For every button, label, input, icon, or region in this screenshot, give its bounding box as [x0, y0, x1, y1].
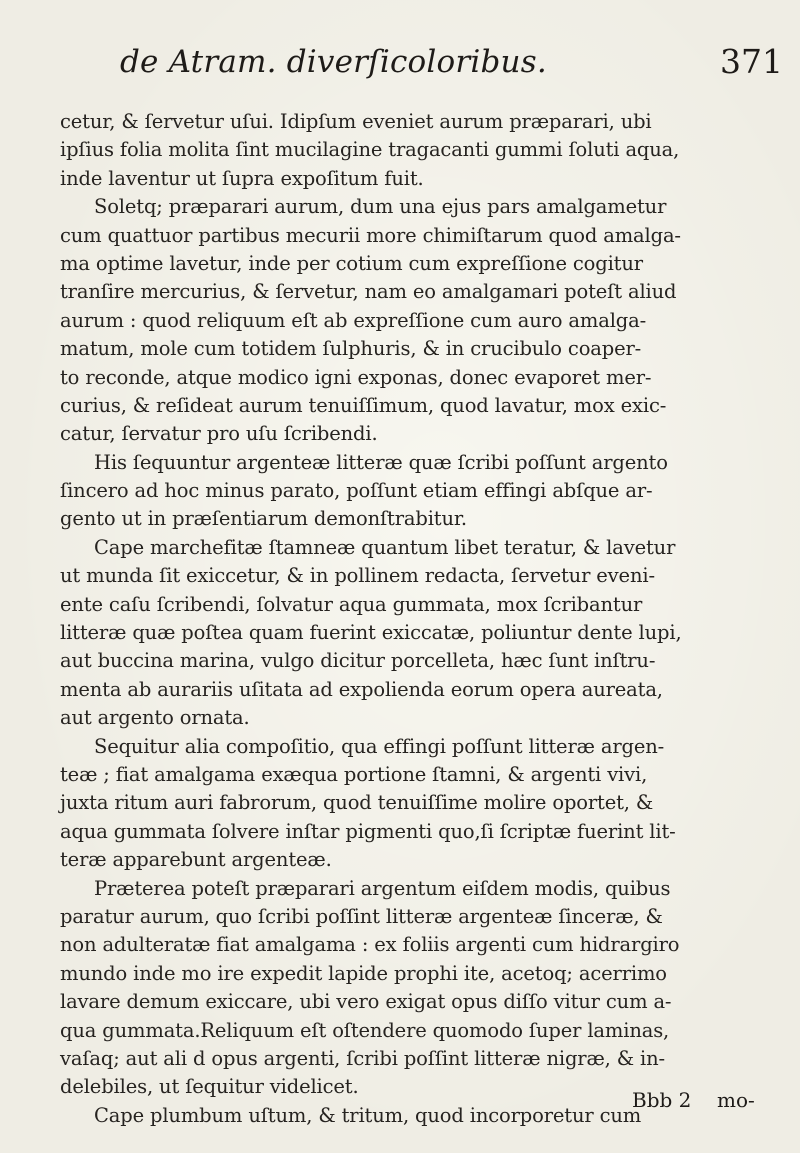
paragraph-start-line: Soletq; præparari aurum, dum una ejus pars amalgametur [94, 195, 667, 219]
text-line: ipſius folia molita ſint mucilagine tragacanti gummi ſoluti aqua, [60, 138, 680, 162]
body-text [60, 108, 760, 1130]
text-line: gento ut in præſentiarum demonſtrabitur. [60, 507, 467, 531]
text-line: ente caſu ſcribendi, ſolvatur aqua gummata, mox ſcribantur [60, 592, 643, 616]
paragraph-start-line: His ſequuntur argenteæ litteræ quæ ſcribi poſſunt argento [94, 450, 668, 474]
page-footer [0, 1088, 800, 1128]
text-line: aut argento ornata. [60, 706, 250, 730]
text-line: inde laventur ut ſupra expoſitum fuit. [60, 166, 424, 190]
text-line: ſincero ad hoc minus parato, poſſunt etiam effingi abſque ar- [60, 479, 653, 503]
text-line: aut buccina marina, vulgo dicitur porcelleta, hæc ſunt inſtru- [60, 649, 656, 673]
text-line: cum quattuor partibus mecurii more chimiſtarum quod amalga- [60, 223, 681, 247]
text-line: tranſire mercurius, & ſervetur, nam eo amalgamari poteſt aliud [60, 280, 677, 304]
paragraph-start-line: Cape marchefitæ ſtamneæ quantum libet teratur, & lavetur [94, 535, 676, 559]
text-line: mundo inde mo ire expedit lapide prophi ite, acetoq; acerrimo [60, 961, 667, 985]
text-line: non adulteratæ fiat amalgama : ex foliis argenti cum hidrargiro [60, 933, 680, 957]
text-line: aurum : quod reliquum eſt ab expreſſione cum auro amalga- [60, 308, 647, 332]
text-line: delebiles, ut ſequitur videlicet. [60, 1075, 359, 1099]
text-line: qua gummata.Reliquum eſt oſtendere quomodo ſuper laminas, [60, 1018, 670, 1042]
paragraph-start-line: Sequitur alia compoſitio, qua effingi poſſunt litteræ argen- [94, 734, 665, 758]
text-line: teæ ; fiat amalgama exæqua portione ſtamni, & argenti vivi, [60, 762, 648, 786]
running-head: de Atram. diverſicoloribus. [120, 44, 547, 80]
text-line: litteræ quæ poſtea quam fuerint exiccatæ, poliuntur dente lupi, [60, 621, 682, 645]
text-line: teræ apparebunt argenteæ. [60, 848, 332, 872]
text-line: ma optime lavetur, inde per cotium cum expreſſione cogitur [60, 251, 643, 275]
text-line: matum, mole cum totidem ſulphuris, & in crucibulo coaper- [60, 337, 642, 361]
paragraph-start-line: Præterea poteſt præparari argentum eiſdem modis, quibus [94, 876, 671, 900]
text-line: juxta ritum auri fabrorum, quod tenuiſſime molire oportet, & [60, 791, 654, 815]
text-line: paratur aurum, quo ſcribi poſſint litteræ argenteæ ſinceræ, & [60, 904, 663, 928]
text-line: menta ab aurariis uſitata ad expolienda eorum opera aureata, [60, 677, 663, 701]
text-line: to reconde, atque modico igni exponas, donec evaporet mer- [60, 365, 652, 389]
text-line: cetur, & ſervetur uſui. Idipſum eveniet aurum præparari, ubi [60, 110, 652, 133]
text-line: vaſaq; aut ali d opus argenti, ſcribi poſſint litteræ nigræ, & in- [60, 1046, 665, 1070]
text-line: curius, & reſideat aurum tenuiſſimum, quod lavatur, mox exic- [60, 393, 667, 417]
signature-mark: Bbb 2 [632, 1088, 692, 1112]
catchword: mo- [717, 1088, 755, 1112]
page-number: 371 [720, 42, 783, 81]
text-line: catur, ſervatur pro uſu ſcribendi. [60, 422, 378, 446]
text-line: lavare demum exiccare, ubi vero exigat opus diſſo vitur cum a- [60, 990, 672, 1014]
page-header [0, 40, 800, 90]
paragraph-start-line: Cape plumbum uſtum, & tritum, quod incorporetur cum [94, 1103, 642, 1127]
text-line: aqua gummata ſolvere inſtar pigmenti quo,ſi ſcriptæ fuerint lit- [60, 819, 676, 843]
text-line: ut munda ſit exiccetur, & in pollinem redacta, ſervetur eveni- [60, 564, 655, 588]
